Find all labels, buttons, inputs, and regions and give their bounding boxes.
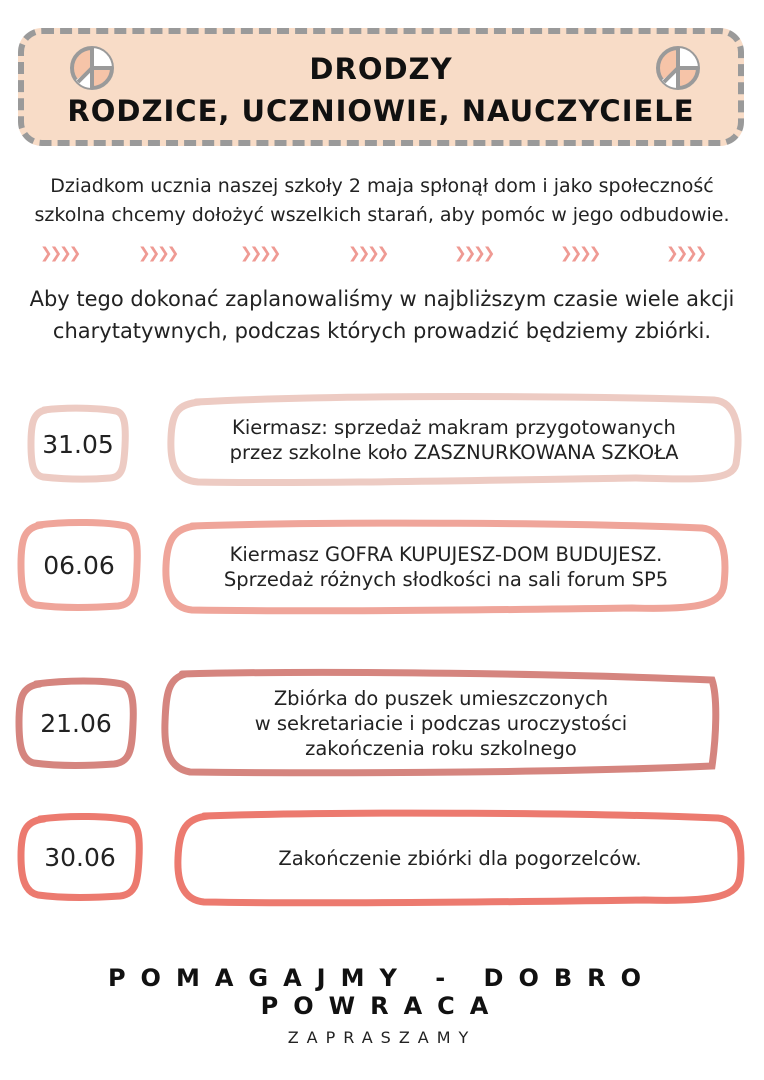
event-description-line: w sekretariacie i podczas uroczystości	[254, 711, 628, 735]
event-date-frame	[16, 678, 136, 768]
header-audience: RODZICE, UCZNIOWIE, NAUCZYCIELE	[67, 94, 695, 128]
event-description-frame	[160, 668, 722, 778]
chevron-arrows-icon: ❯❯❯❯	[560, 244, 599, 262]
event-description-line: Zbiórka do puszek umieszczonych	[273, 686, 609, 710]
plan-line: charytatywnych, podczas których prowadzić będziemy zbiórki.	[52, 319, 712, 343]
chevron-arrows-icon: ❯❯❯❯	[348, 244, 387, 262]
event-date-frame	[18, 814, 142, 900]
event-description	[166, 392, 742, 488]
event-description	[174, 808, 746, 908]
event-description-line: zakończenia roku szkolnego	[305, 736, 577, 760]
event-description-line: przez szkolne koło ZASZNURKOWANA SZKOŁA	[229, 441, 679, 464]
event-description-frame	[162, 518, 730, 616]
plan-paragraph	[0, 283, 764, 347]
chevron-arrows-icon: ❯❯❯❯	[454, 244, 493, 262]
event-date-frame	[28, 406, 128, 482]
event-description-line: Kiermasz GOFRA KUPUJESZ-DOM BUDUJESZ.	[229, 543, 663, 566]
event-date: 30.06	[44, 842, 116, 872]
header-banner	[18, 28, 744, 146]
event-description-frame	[166, 392, 742, 488]
intro-line: Dziadkom ucznia naszej szkoły 2 maja spłonął dom i jako społeczność	[50, 175, 714, 197]
invitation: ZAPRASZAMY	[287, 1028, 477, 1047]
event-date: 06.06	[43, 550, 115, 580]
event-date: 21.06	[40, 708, 112, 738]
chevron-arrows-icon: ❯❯❯❯	[138, 244, 177, 262]
chevron-arrows-icon: ❯❯❯❯	[240, 244, 279, 262]
slogan: POMAGAJMY - DOBRO POWRACA	[107, 964, 657, 1020]
event-description	[160, 668, 722, 778]
chevron-arrows-icon: ❯❯❯❯	[40, 244, 79, 262]
event-description-line: Kiermasz: sprzedaż makram przygotowanych	[232, 416, 676, 439]
event-description-line: Zakończenie zbiórki dla pogorzelców.	[278, 846, 642, 870]
event-description-frame	[174, 808, 746, 908]
event-date-frame	[18, 520, 140, 610]
event-description	[162, 518, 730, 616]
chevron-arrows-icon: ❯❯❯❯	[666, 244, 705, 262]
arrow-divider	[0, 244, 764, 266]
plan-line: Aby tego dokonać zaplanowaliśmy w najbliższym czasie wiele akcji	[29, 287, 735, 311]
header-greeting: DRODZY	[309, 52, 453, 86]
intro-line: szkolna chcemy dołożyć wszelkich starań, aby pomóc w jego odbudowie.	[34, 204, 730, 226]
intro-paragraph	[0, 172, 764, 230]
event-date: 31.05	[42, 429, 114, 459]
event-description-line: Sprzedaż różnych słodkości na sali forum SP5	[223, 568, 669, 591]
